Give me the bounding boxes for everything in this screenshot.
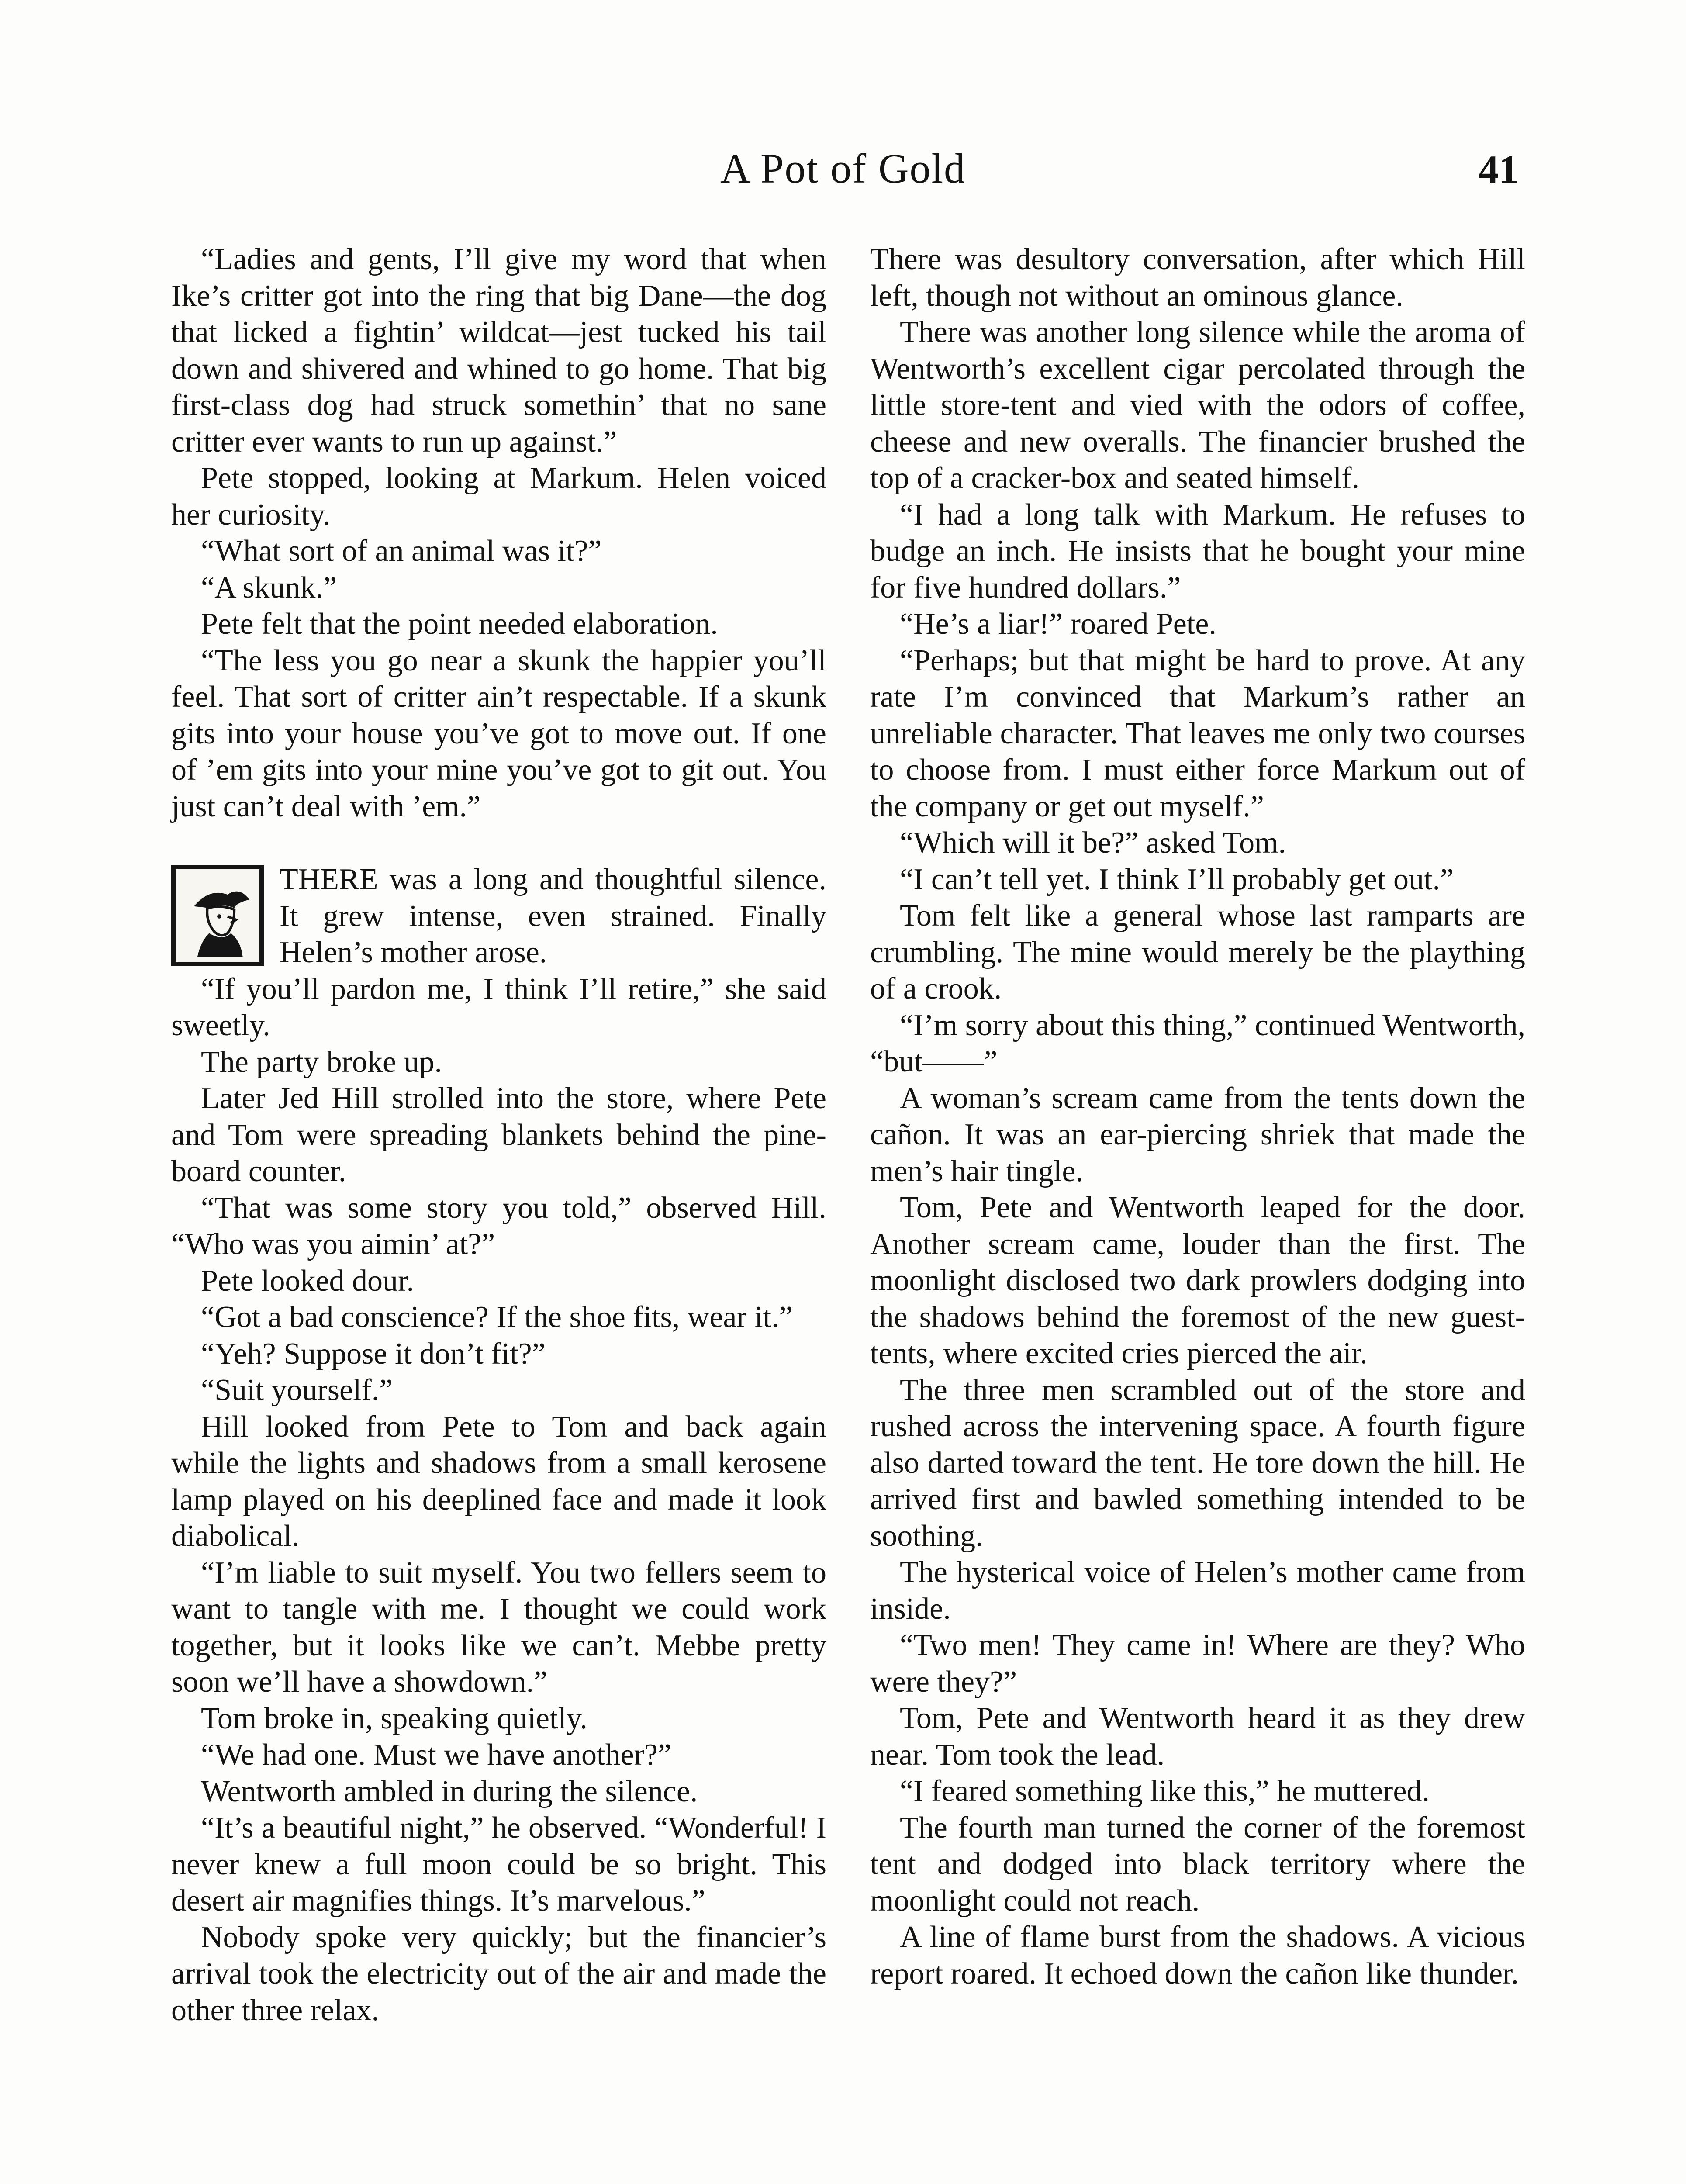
page-title: A Pot of Gold [720, 145, 966, 192]
paragraph: “I’m liable to suit myself. You two fellers seem to want to tangle with me. I thought we could work together, but it looks like we can’t. Mebbe pretty soon we’ll have a showdown.” [171, 1555, 826, 1699]
paragraph: There was another long silence while the aroma of Wentworth’s excellent cigar percolated through the little store-tent and vied with the odors of coffee, cheese and new overalls. The financier brushed the top of a cracker-box and seated himself. [870, 315, 1525, 495]
paragraph: “The less you go near a skunk the happier you’ll feel. That sort of critter ain’t respectable. If a skunk gits into your house you’ve got to move out. If one of ’em gits into your mine you’ve got to git out. You just can’t deal with ’em.” [171, 643, 826, 823]
left-column [171, 241, 826, 2028]
paragraph: The hysterical voice of Helen’s mother came from inside. [870, 1555, 1525, 1626]
paragraph: “Two men! They came in! Where are they? Who were they?” [870, 1628, 1525, 1699]
page-number: 41 [1479, 147, 1519, 192]
paragraph: “Yeh? Suppose it don’t fit?” [201, 1337, 546, 1371]
right-column [870, 241, 1525, 1992]
paragraph: “A skunk.” [201, 570, 337, 605]
cowboy-portrait-icon [171, 865, 264, 966]
paragraph: Pete felt that the point needed elaboration. [201, 607, 718, 641]
paragraph: Pete looked dour. [201, 1264, 414, 1298]
paragraph: Nobody spoke very quickly; but the financier’s arrival took the electricity out of the air and made the other three relax. [171, 1920, 826, 2027]
paragraph: Tom felt like a general whose last ramparts are crumbling. The mine would merely be the plaything of a crook. [870, 899, 1525, 1006]
paragraph: “He’s a liar!” roared Pete. [900, 607, 1216, 641]
paragraph: “That was some story you told,” observed Hill. “Who was you aimin’ at?” [171, 1191, 826, 1261]
paragraph: A woman’s scream came from the tents down the cañon. It was an ear-piercing shriek that made the men’s hair tingle. [870, 1081, 1525, 1188]
paragraph: “Suit yourself.” [201, 1373, 393, 1407]
paragraph: Hill looked from Pete to Tom and back again while the lights and shadows from a small kerosene lamp played on his deeplined face and made it look diabolical. [171, 1410, 826, 1553]
paragraph: The fourth man turned the corner of the foremost tent and dodged into black territory where the moonlight could not reach. [870, 1811, 1525, 1918]
paragraph: “It’s a beautiful night,” he observed. “Wonderful! I never knew a full moon could be so bright. This desert air magnifies things. It’s marvelous.” [171, 1811, 826, 1918]
paragraph: Tom, Pete and Wentworth leaped for the door. Another scream came, louder than the first. The moonlight disclosed two dark prowlers dodging into the shadows behind the foremost of the new guest-tents, where excited cries pierced the air. [870, 1191, 1525, 1370]
paragraph: “I feared something like this,” he muttered. [900, 1774, 1430, 1808]
paragraph: Later Jed Hill strolled into the store, where Pete and Tom were spreading blankets behind the pine-board counter. [171, 1082, 826, 1188]
paragraph: Tom, Pete and Wentworth heard it as they drew near. Tom took the lead. [870, 1701, 1525, 1772]
paragraph: Wentworth ambled in during the silence. [201, 1774, 698, 1808]
paragraph: “What sort of an animal was it?” [201, 534, 602, 568]
paragraph: “Got a bad conscience? If the shoe fits, wear it.” [201, 1300, 793, 1334]
paragraph: There was desultory conversation, after which Hill left, though not without an ominous glance. [870, 242, 1525, 313]
section-break-paragraph [171, 861, 826, 971]
paragraph: “I can’t tell yet. I think I’ll probably get out.” [900, 862, 1454, 896]
paragraph: “I had a long talk with Markum. He refuses to budge an inch. He insists that he bought your mine for five hundred dollars.” [870, 498, 1525, 605]
paragraph: “Which will it be?” asked Tom. [900, 826, 1286, 860]
paragraph: THERE was a long and thoughtful silence. It grew intense, even strained. Finally Helen’s mother arose. [280, 863, 826, 969]
paragraph: Pete stopped, looking at Markum. Helen voiced her curiosity. [171, 461, 826, 532]
paragraph: “I’m sorry about this thing,” continued Wentworth, “but——” [870, 1008, 1525, 1078]
paragraph: “Ladies and gents, I’ll give my word that when Ike’s critter got into the ring that big Dane—the dog that licked a fightin’ wildcat—jest tucked his tail down and shivered and whined to go home. That big first-class dog had struck somethin’ that no sane critter ever wants to run up against.” [171, 242, 826, 459]
paragraph: A line of flame burst from the shadows. A vicious report roared. It echoed down the cañon like thunder. [870, 1920, 1525, 1990]
paragraph: Tom broke in, speaking quietly. [201, 1701, 587, 1735]
paragraph: “Perhaps; but that might be hard to prove. At any rate I’m convinced that Markum’s rather an unreliable character. That leaves me only two courses to choose from. I must either force Markum out of the company or get out myself.” [870, 643, 1525, 823]
paragraph: The three men scrambled out of the store and rushed across the intervening space. A fourth figure also darted toward the tent. He tore down the hill. He arrived first and bawled something intended to be soothing. [870, 1373, 1525, 1553]
paragraph: “If you’ll pardon me, I think I’ll retire,” she said sweetly. [171, 972, 826, 1042]
paragraph: The party broke up. [201, 1045, 442, 1079]
paragraph: “We had one. Must we have another?” [201, 1738, 671, 1772]
